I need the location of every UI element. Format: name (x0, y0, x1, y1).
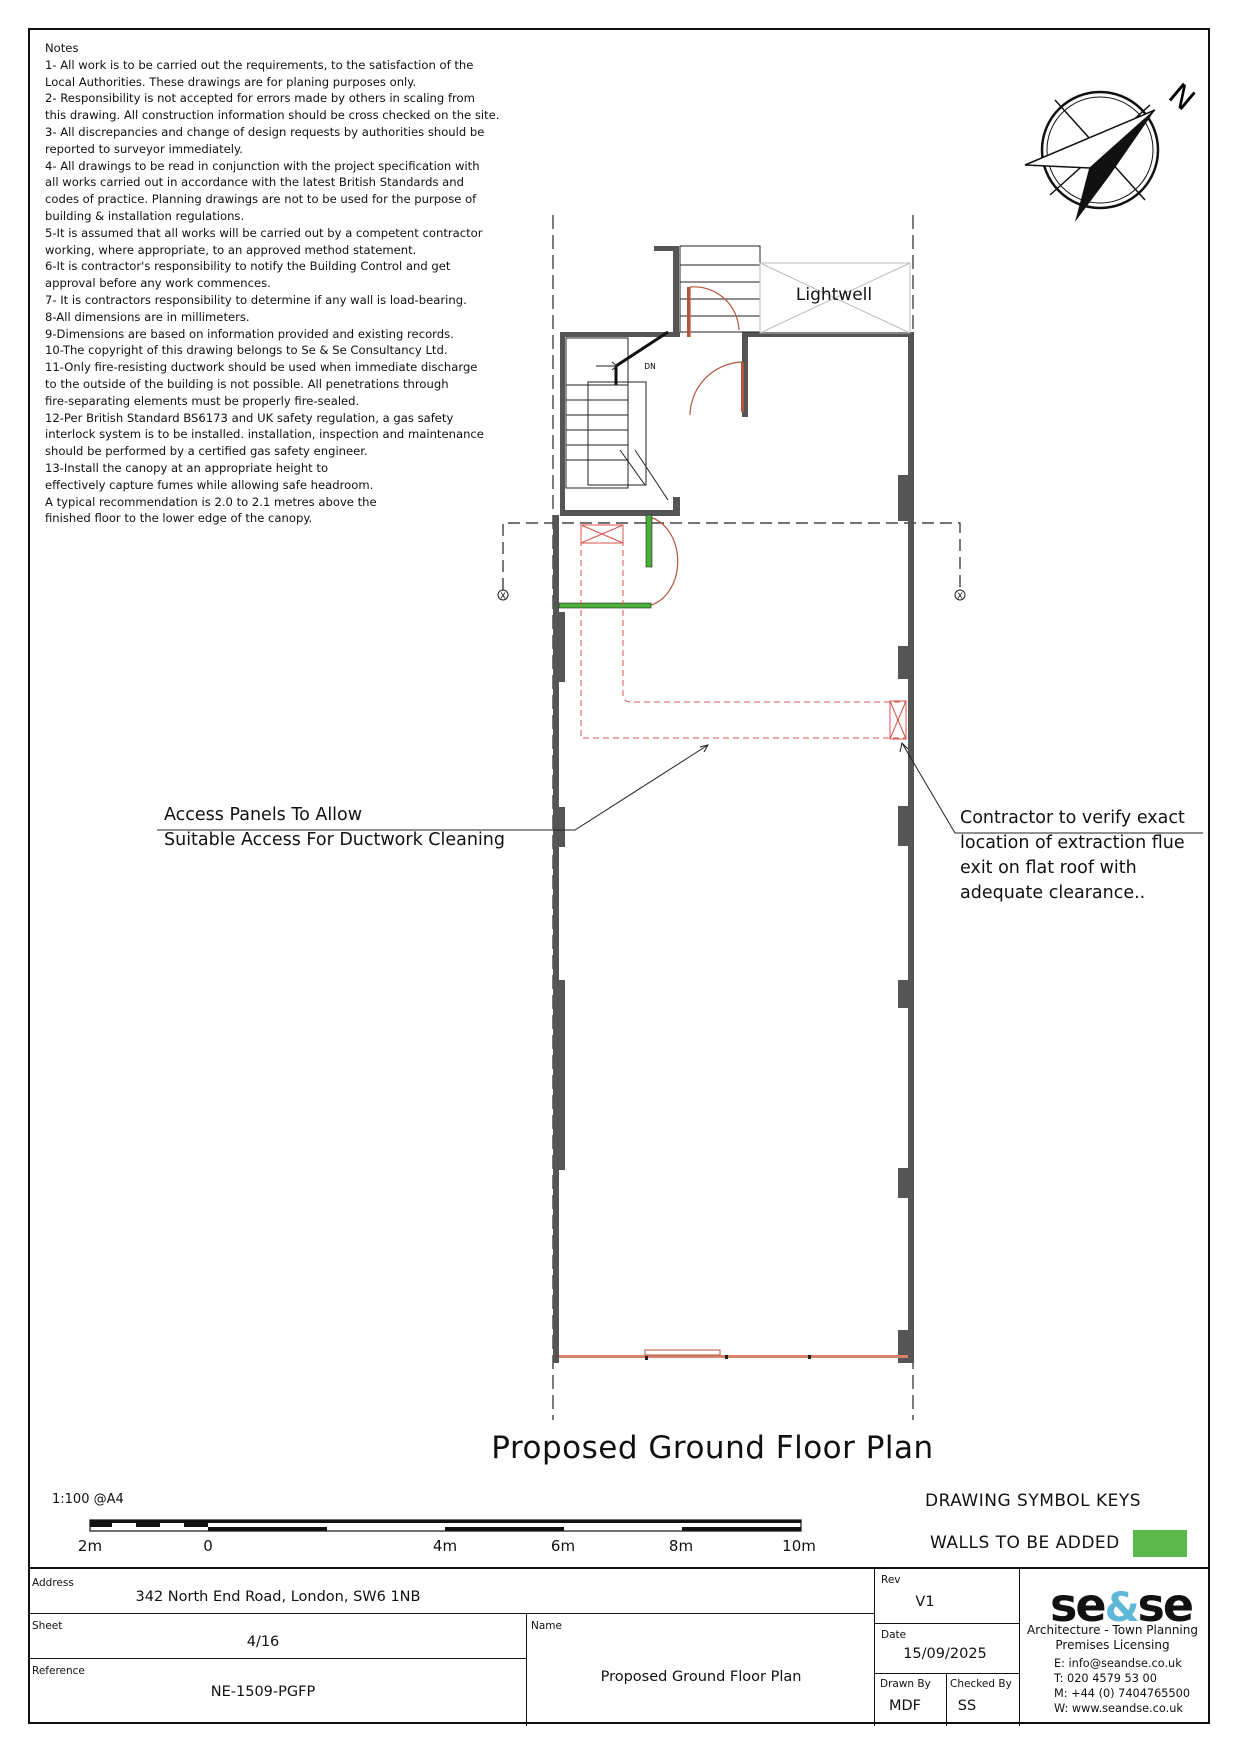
scale-bar (90, 1520, 801, 1531)
firm-web: W: www.seandse.co.uk (1054, 1702, 1183, 1715)
sheet-cell (28, 1614, 527, 1659)
walls-to-be-added-swatch (1133, 1530, 1187, 1557)
address-cell (28, 1569, 875, 1614)
firm-tagline-2: Premises Licensing (1055, 1638, 1170, 1652)
name-value: Proposed Ground Floor Plan (600, 1669, 802, 1685)
logo-right: se (1137, 1578, 1193, 1632)
note-line: approval before any work commences. (45, 276, 271, 291)
note-line: all works carried out in accordance with the latest British Standards and (45, 175, 464, 190)
note-line: fire-separating elements must be properly fire-sealed. (45, 393, 360, 408)
note-line: reported to surveyor immediately. (45, 141, 243, 156)
note-line: 10-The copyright of this drawing belongs to Se & Se Consultancy Ltd. (45, 343, 448, 358)
note-line: building & installation regulations. (45, 208, 245, 223)
logo-left: se (1050, 1578, 1105, 1632)
note-line: effectively capture fumes while allowing safe headroom. (45, 477, 374, 492)
section-marker-right-label: X (957, 591, 963, 601)
pilaster (898, 646, 912, 679)
new-wall-horizontal (559, 603, 651, 608)
logo-ampersand: & (1104, 1585, 1138, 1631)
note-line: 7- It is contractors responsibility to determine if any wall is load-bearing. (45, 292, 467, 307)
address-label: Address (32, 1577, 74, 1589)
scale-tick: 6m (550, 1537, 576, 1555)
stair-wall-bottom (560, 510, 680, 516)
note-line: Local Authorities. These drawings are for planing purposes only. (45, 74, 417, 89)
pilaster (898, 1330, 912, 1363)
reference-value: NE-1509-PGFP (210, 1684, 316, 1700)
rev-label: Rev (881, 1574, 901, 1586)
symbol-keys-title: DRAWING SYMBOL KEYS (925, 1491, 1142, 1511)
note-line: 6-It is contractor's responsibility to notify the Building Control and get (45, 259, 451, 274)
note-line: A typical recommendation is 2.0 to 2.1 metres above the (45, 494, 377, 509)
note-line: finished floor to the lower edge of the canopy. (45, 511, 313, 526)
name-cell (527, 1614, 875, 1726)
flue-exit-annotation: Contractor to verify exact location of extraction flue exit on flat roof with adequate clearance.. (960, 808, 1185, 903)
staircase (566, 332, 668, 500)
stair-wall-stub (673, 497, 680, 516)
note-line: this drawing. All construction information should be cross checked on the site. (45, 108, 500, 123)
plan-title: Proposed Ground Floor Plan (491, 1430, 934, 1466)
note-line: to the outside of the building is not possible. All penetrations through (45, 376, 449, 391)
scale-tick: 0 (203, 1537, 213, 1555)
extraction-duct (581, 530, 906, 738)
date-value: 15/09/2025 (903, 1646, 987, 1662)
rear-passage-wall (673, 246, 679, 336)
walls-to-be-added-label: WALLS TO BE ADDED (930, 1533, 1120, 1553)
lightwell-label: Lightwell (795, 285, 873, 305)
sheet-value: 4/16 (246, 1634, 280, 1650)
note-line: 2- Responsibility is not accepted for errors made by others in scaling from (45, 91, 475, 106)
note-line: 1- All work is to be carried out the requirements, to the satisfaction of the (45, 57, 474, 72)
firm-tagline: Architecture - Town Planning (1027, 1623, 1198, 1637)
note-line: 13-Install the canopy at an appropriate height to (45, 460, 329, 475)
shopfront (559, 1350, 908, 1360)
access-panels-annotation: Access Panels To Allow Suitable Access For Ductwork Cleaning (164, 805, 506, 850)
section-line (503, 523, 960, 590)
date-label: Date (881, 1629, 907, 1641)
pilaster (553, 612, 565, 682)
rev-value: V1 (915, 1594, 935, 1610)
scale-tick: 10m (782, 1537, 816, 1555)
door-leaf (687, 287, 690, 337)
note-line: 9-Dimensions are based on information provided and existing records. (45, 326, 454, 341)
section-marker-left-label: X (500, 591, 506, 601)
reference-label: Reference (32, 1665, 85, 1677)
note-line: 11-Only fire-resisting ductwork should be used when immediate discharge (45, 360, 478, 375)
north-label: N (1161, 76, 1202, 119)
drawn-by-value: MDF (888, 1698, 922, 1714)
firm-phone: T: 020 4579 53 00 (1054, 1672, 1157, 1685)
pilaster (898, 475, 912, 521)
rear-steps (680, 246, 760, 332)
firm-mobile: M: +44 (0) 7404765500 (1054, 1687, 1191, 1700)
note-line: should be performed by a certified gas safety engineer. (45, 444, 368, 459)
rear-passage-cap (654, 246, 678, 251)
checked-by-label: Checked By (950, 1678, 1012, 1690)
note-line: 12-Per British Standard BS6173 and UK safety regulation, a gas safety (45, 410, 454, 425)
name-label: Name (531, 1620, 562, 1632)
stair-direction-label: DN (644, 362, 656, 371)
scale-tick: 8m (668, 1537, 694, 1555)
note-line: interlock system is to be installed. installation, inspection and maintenance (45, 427, 484, 442)
duct-access-panel-top (581, 525, 623, 543)
pilaster (553, 980, 565, 1170)
note-line: 5-It is assumed that all works will be carried out by a competent contractor (45, 225, 483, 240)
scale-tick: 4m (432, 1537, 458, 1555)
drawn-by-label: Drawn By (880, 1678, 931, 1690)
note-line: 3- All discrepancies and change of design requests by authorities should be (45, 124, 485, 139)
stair-wall-left (560, 332, 565, 515)
address-value: 342 North End Road, London, SW6 1NB (135, 1589, 421, 1605)
new-wall-vertical (646, 515, 652, 567)
pilaster (898, 806, 912, 846)
note-line: codes of practice. Planning drawings are not to be used for the purpose of (45, 192, 477, 207)
pilaster (898, 1168, 912, 1198)
note-line: 8-All dimensions are in millimeters. (45, 309, 250, 324)
drawn-by-cell (875, 1674, 947, 1726)
date-cell (875, 1624, 1020, 1674)
pilaster (898, 980, 912, 1008)
north-arrow-icon (1025, 92, 1158, 222)
sheet-label: Sheet (32, 1620, 63, 1632)
door-leaf (741, 362, 744, 412)
rev-cell (875, 1569, 1020, 1624)
duct-flue-exit (890, 701, 906, 739)
pilaster (553, 807, 565, 847)
notes-heading: Notes (45, 41, 79, 55)
firm-email: E: info@seandse.co.uk (1054, 1657, 1182, 1670)
scale-tick: 2m (77, 1537, 103, 1555)
scale-label: 1:100 @A4 (52, 1492, 124, 1507)
note-line: working, where appropriate, to an approved method statement. (45, 242, 417, 257)
note-line: 4- All drawings to be read in conjunction with the project specification with (45, 158, 480, 173)
checked-by-value: SS (957, 1698, 977, 1714)
reference-cell (28, 1659, 527, 1726)
checked-by-cell (947, 1674, 1020, 1726)
